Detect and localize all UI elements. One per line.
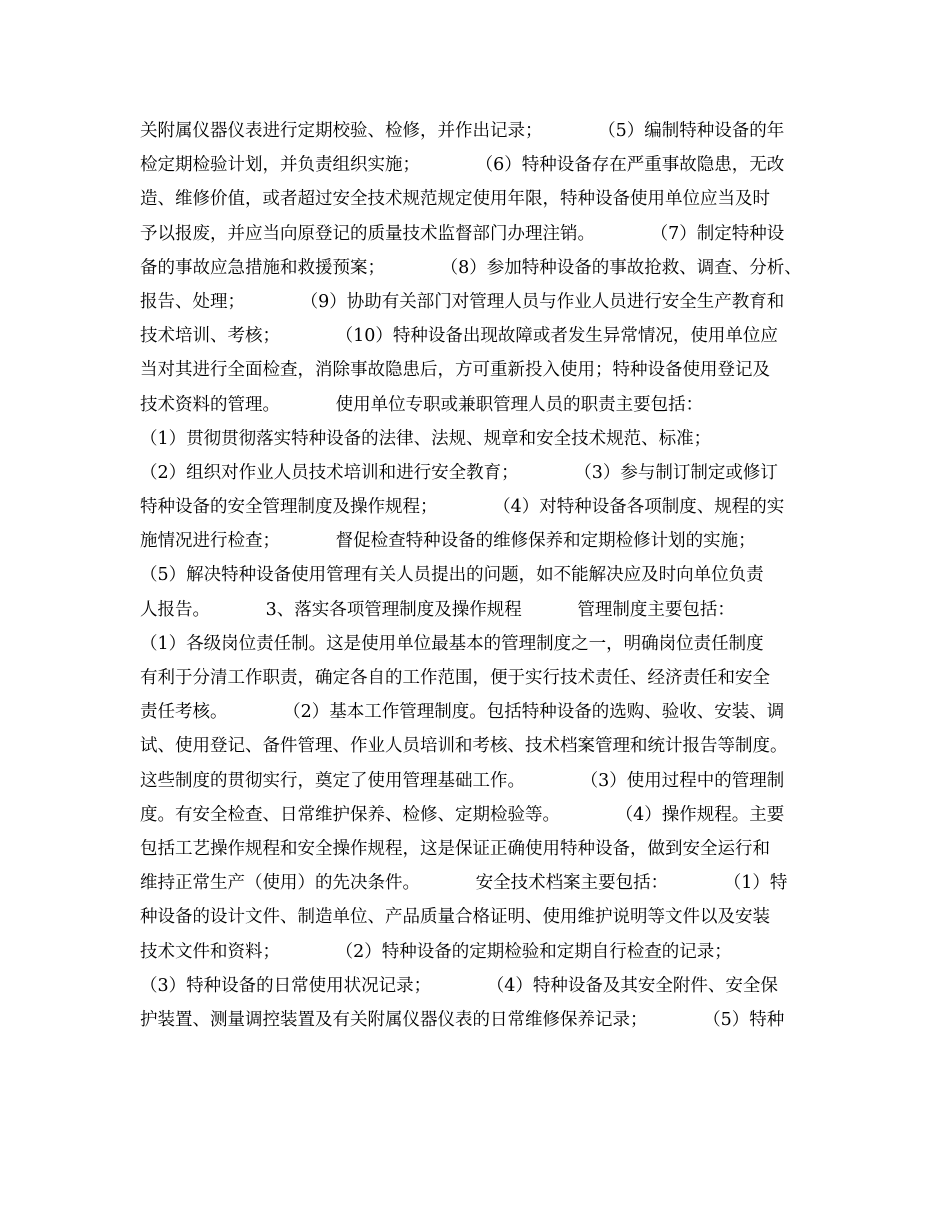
text-line: （2）组织对作业人员技术培训和进行安全教育； （3）参与制订制定或修订: [140, 462, 778, 483]
text-line: 予以报废，并应当向原登记的质量技术监督部门办理注销。 （7）制定特种设: [140, 223, 785, 244]
text-line: 关附属仪器仪表进行定期校验、检修，并作出记录； （5）编制特种设备的年: [140, 121, 785, 141]
text-line: 包括工艺操作规程和安全操作规程，这是保证正确使用特种设备，做到安全运行和: [140, 838, 770, 859]
text-line: 技术培训、考核； （10）特种设备出现故障或者发生异常情况，使用单位应: [140, 326, 778, 347]
text-line: （5）解决特种设备使用管理有关人员提出的问题，如不能解决应及时向单位负责: [140, 565, 764, 586]
text-line: 护装置、测量调控装置及有关附属仪器仪表的日常维修保养记录； （5）特种: [140, 1009, 785, 1030]
text-line: 报告、处理； （9）协助有关部门对管理人员与作业人员进行安全生产教育和: [140, 291, 785, 312]
text-line: 技术资料的管理。 使用单位专职或兼职管理人员的职责主要包括：: [140, 394, 704, 415]
text-line: （1）各级岗位责任制。这是使用单位最基本的管理制度之一，明确岗位责任制度: [140, 633, 764, 654]
text-line: 试、使用登记、备件管理、作业人员培训和考核、技术档案管理和统计报告等制度。: [140, 736, 788, 757]
text-line: 人报告。 3、落实各项管理制度及操作规程 管理制度主要包括：: [140, 599, 735, 620]
text-line: 施情况进行检查； 督促检查特种设备的维修保养和定期检修计划的实施；: [140, 531, 756, 552]
text-line: （1）贯彻贯彻落实特种设备的法律、法规、规章和安全技术规范、标准；: [140, 428, 712, 449]
text-line: 检定期检验计划，并负责组织实施； （6）特种设备存在严重事故隐患，无改: [140, 155, 785, 176]
text-line: 种设备的设计文件、制造单位、产品质量合格证明、使用维护说明等文件以及安装: [140, 907, 770, 928]
text-line: 造、维修价值，或者超过安全技术规范规定使用年限，特种设备使用单位应当及时: [140, 189, 770, 210]
body-text: [140, 114, 820, 1037]
text-line: 度。有安全检查、日常维护保养、检修、定期检验等。 （4）操作规程。主要: [140, 804, 785, 825]
text-line: 有利于分清工作职责，确定各自的工作范围，便于实行技术责任、经济责任和安全: [140, 668, 770, 688]
text-line: 当对其进行全面检查，消除事故隐患后，方可重新投入使用；特种设备使用登记及: [140, 360, 770, 381]
text-line: 备的事故应急措施和救援预案； （8）参加特种设备的事故抢救、调查、分析、: [140, 257, 802, 278]
text-line: （3）特种设备的日常使用状况记录； （4）特种设备及其安全附件、安全保: [140, 975, 778, 996]
text-line: 这些制度的贯彻实行，奠定了使用管理基础工作。 （3）使用过程中的管理制: [140, 770, 785, 791]
text-line: 技术文件和资料； （2）特种设备的定期检验和定期自行检查的记录；: [140, 941, 732, 962]
text-line: 责任考核。 （2）基本工作管理制度。包括特种设备的选购、验收、安装、调: [140, 702, 785, 723]
text-line: 特种设备的安全管理制度及操作规程； （4）对特种设备各项制度、规程的实: [140, 497, 785, 518]
text-line: 维持正常生产（使用）的先决条件。 安全技术档案主要包括： （1）特: [140, 873, 788, 894]
